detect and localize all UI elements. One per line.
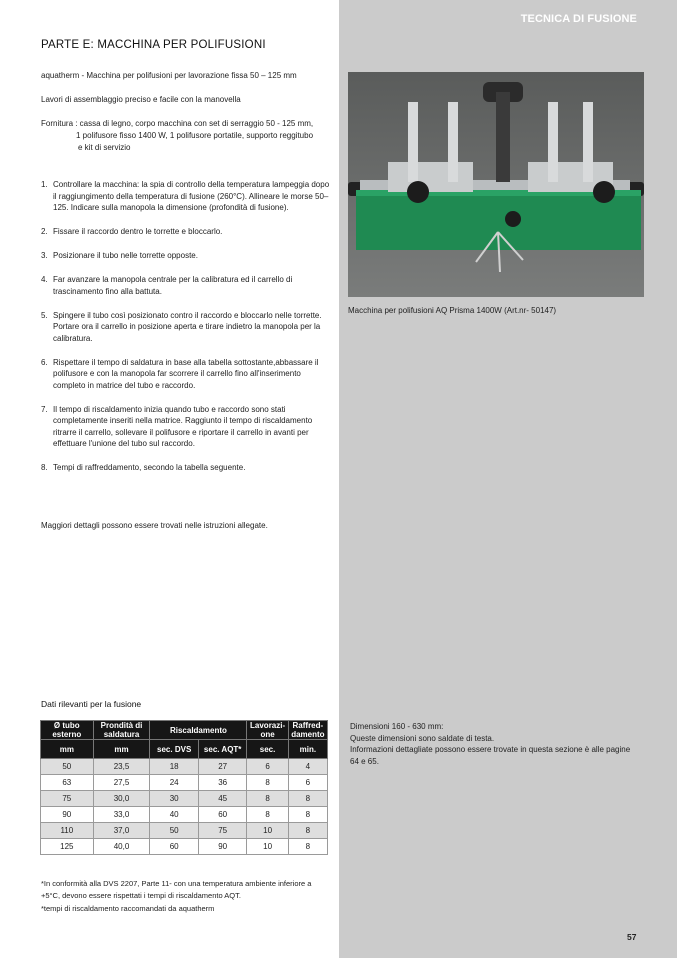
machine-illustration (348, 72, 644, 297)
intro-line-1: aquatherm - Macchina per polifusioni per lavorazione fissa 50 – 125 mm (41, 71, 297, 80)
table-row (41, 759, 328, 775)
table-cell: 50 (41, 759, 94, 775)
step-number: 5. (41, 310, 48, 320)
fusion-data-table (40, 720, 328, 855)
table-cell: 60 (198, 807, 247, 823)
table-row (41, 823, 328, 839)
side-note-line: Dimensioni 160 - 630 mm: (350, 722, 444, 731)
step-item (41, 357, 331, 392)
table-row (41, 807, 328, 823)
table-cell: 23,5 (93, 759, 150, 775)
table-cell: 8 (247, 775, 288, 791)
fornitura-line-2: 1 polifusore fisso 1400 W, 1 polifusore portatile, supporto reggitubo (76, 131, 314, 140)
table-cell: 8 (247, 791, 288, 807)
table-cell: 33,0 (93, 807, 150, 823)
table-row (41, 791, 328, 807)
unit-cell: min. (288, 740, 327, 759)
step-item (41, 310, 331, 345)
intro-line-2: Lavori di assemblaggio preciso e facile con la manovella (41, 95, 241, 104)
table-cell: 27 (198, 759, 247, 775)
unit-cell: sec. AQT* (198, 740, 247, 759)
table-cell: 27,5 (93, 775, 150, 791)
table-cell: 8 (288, 807, 327, 823)
table-note-1: *In conformità alla DVS 2207, Parte 11- con una temperatura ambiente inferiore a +5°C, devono essere rispettati i tempi di riscaldamento AQT. (41, 879, 312, 900)
table-cell: 60 (150, 839, 199, 855)
table-cell: 90 (198, 839, 247, 855)
step-text: Posizionare il tubo nelle torrette opposte. (53, 251, 198, 260)
side-note-line: Informazioni dettagliate possono essere trovate in questa sezione è alle pagine 64 e 65. (350, 745, 631, 766)
step-text: Far avanzare la manopola centrale per la calibratura ed il carrello di trascinamento fino alla battuta. (53, 275, 293, 296)
step-text: Rispettare il tempo di saldatura in base alla tabella sottostante,abbassare il polifusore e con la manopola far scorrere il carrello fino all'inserimento completo in matrice del tubo e raccordo. (53, 357, 319, 390)
header-diameter: Ø tubo esterno (41, 721, 94, 740)
step-text: Spingere il tubo così posizionato contro il raccordo e bloccarlo nelle torrette. Portare ora il carrello in posizione aperta e tirare indietro la manopola per la calibratura. (53, 310, 322, 343)
table-cell: 63 (41, 775, 94, 791)
step-item (41, 462, 331, 474)
step-text: Controllare la macchina: la spia di controllo della temperatura lampeggia dopo il raggiungimento della temperatura di fusione (260°C). Allineare le morse 50–125. Indicare sulla manopola la dimensione (profondità di fusione). (53, 180, 330, 212)
step-item (41, 404, 331, 450)
table-cell: 75 (41, 791, 94, 807)
table-cell: 10 (247, 839, 288, 855)
side-note (350, 721, 640, 767)
table-note-2: *tempi di riscaldamento raccomandati da aquatherm (41, 904, 215, 913)
details-text: Maggiori dettagli possono essere trovati nelle istruzioni allegate. (41, 521, 268, 530)
table-cell: 90 (41, 807, 94, 823)
table-cell: 8 (288, 839, 327, 855)
step-item (41, 250, 331, 262)
table-cell: 18 (150, 759, 199, 775)
photo-caption: Macchina per polifusioni AQ Prisma 1400W (Art.nr- 50147) (348, 306, 557, 315)
table-cell: 75 (198, 823, 247, 839)
header-depth: Prondità di saldatura (93, 721, 150, 740)
step-number: 2. (41, 227, 48, 236)
table-cell: 8 (288, 791, 327, 807)
unit-cell: sec. DVS (150, 740, 199, 759)
table-cell: 10 (247, 823, 288, 839)
table-cell: 30,0 (93, 791, 150, 807)
table-cell: 40,0 (93, 839, 150, 855)
table-cell: 110 (41, 823, 94, 839)
step-item (41, 274, 331, 297)
table-units-row (41, 740, 328, 759)
step-number: 1. (41, 180, 48, 189)
table-cell: 6 (288, 775, 327, 791)
step-number: 3. (41, 251, 48, 260)
table-cell: 45 (198, 791, 247, 807)
step-text: Il tempo di riscaldamento inizia quando tubo e raccordo sono stati completamente inseriti nella matrice. Raggiunto il tempo di riscaldamento ritrarre il carrello, sollevare il polifusore e riportare il carrello in avanti per effettuare l'unione del tubo sul raccordo. (53, 404, 313, 448)
table-row (41, 839, 328, 855)
step-number: 8. (41, 463, 48, 472)
fornitura-line-3: e kit di servizio (78, 143, 131, 152)
step-item (41, 226, 331, 238)
table-cell: 125 (41, 839, 94, 855)
page-title: PARTE E: MACCHINA PER POLIFUSIONI (41, 39, 266, 51)
table-title: Dati rilevanti per la fusione (41, 699, 142, 709)
side-note-line: Queste dimensioni sono saldate di testa. (350, 733, 495, 743)
fornitura-line-1: Fornitura : cassa di legno, corpo macchina con set di serraggio 50 - 125 mm, (41, 119, 314, 128)
step-number: 6. (41, 357, 48, 367)
header-heating: Riscaldamento (150, 721, 247, 740)
table-row (41, 775, 328, 791)
unit-cell: mm (93, 740, 150, 759)
table-cell: 8 (288, 823, 327, 839)
table-cell: 37,0 (93, 823, 150, 839)
header-cooling: Raffred-damento (288, 721, 327, 740)
table-cell: 30 (150, 791, 199, 807)
section-tag: TECNICA DI FUSIONE (520, 13, 637, 25)
step-number: 7. (41, 404, 48, 414)
steps-list (41, 179, 331, 486)
table-cell: 24 (150, 775, 199, 791)
step-text: Fissare il raccordo dentro le torrette e bloccarlo. (53, 227, 223, 236)
step-number: 4. (41, 275, 48, 284)
unit-cell: sec. (247, 740, 288, 759)
unit-cell: mm (41, 740, 94, 759)
step-item (41, 179, 331, 214)
machine-photo (348, 72, 644, 297)
table-cell: 50 (150, 823, 199, 839)
table-cell: 8 (247, 807, 288, 823)
step-text: Tempi di raffreddamento, secondo la tabella seguente. (53, 463, 246, 472)
table-cell: 36 (198, 775, 247, 791)
table-cell: 6 (247, 759, 288, 775)
header-processing: Lavorazi-one (247, 721, 288, 740)
table-cell: 4 (288, 759, 327, 775)
table-header-row (41, 721, 328, 740)
page-number: 57 (627, 932, 637, 942)
table-cell: 40 (150, 807, 199, 823)
